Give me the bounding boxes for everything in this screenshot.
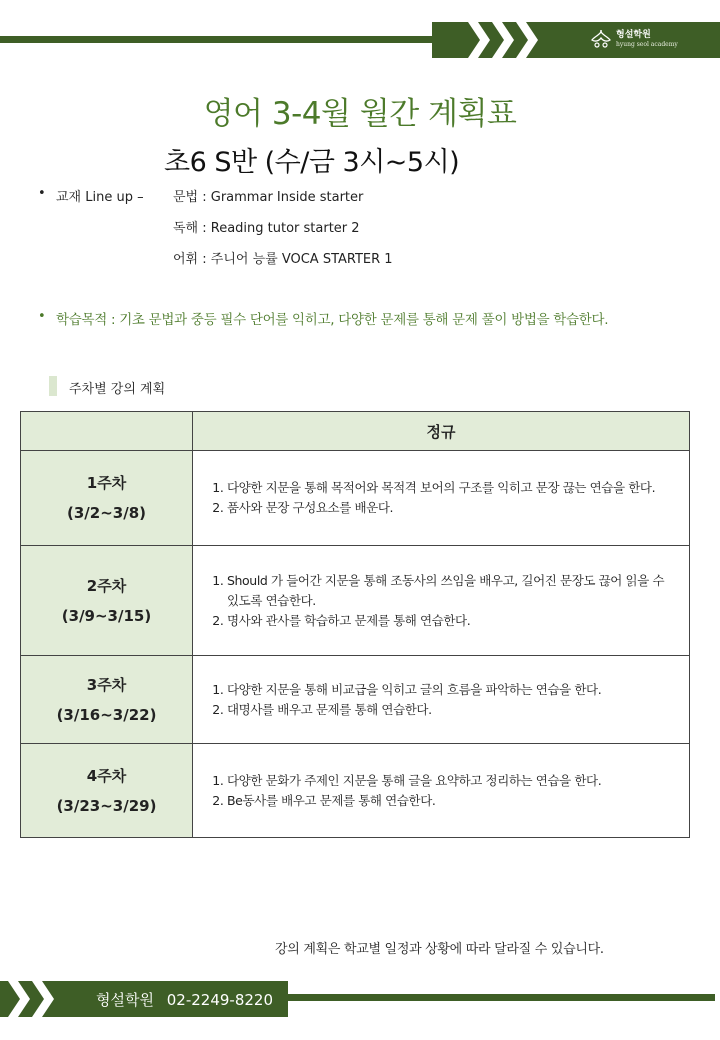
week-label: 4주차 — [86, 766, 127, 785]
chevron-right-icon — [492, 22, 514, 58]
table-header-empty — [21, 412, 193, 451]
lineup-label: 교재 Line up – — [56, 190, 144, 205]
week-dates: (3/16~3/22) — [56, 705, 157, 724]
chevron-right-icon — [8, 981, 30, 1017]
chevron-right-icon — [32, 981, 54, 1017]
plan-item: 1. 다양한 지문을 통해 목적어와 목적격 보어의 구조를 익히고 문장 끊는 연습을 한다. — [227, 478, 679, 498]
footer-contact — [96, 989, 273, 1010]
plan-cell — [193, 451, 690, 546]
chevron-right-icon — [468, 22, 490, 58]
plan-item: 2. 명사와 관사를 학습하고 문제를 통해 연습한다. — [227, 611, 679, 631]
footer-banner — [0, 981, 288, 1017]
week-cell — [21, 656, 193, 744]
logo-name: 형설학원 — [616, 30, 651, 40]
header-rule — [0, 36, 440, 43]
footer-rule — [280, 994, 715, 1001]
week-cell — [21, 546, 193, 656]
book-grammar: 문법 : Grammar Inside starter — [173, 190, 364, 205]
book-reading: 독해 : Reading tutor starter 2 — [173, 221, 360, 236]
logo-subtitle: hyung seol academy — [616, 41, 678, 48]
week-dates: (3/2~3/8) — [67, 504, 146, 522]
table-header-row — [21, 412, 690, 451]
weekly-plan-table — [20, 411, 690, 838]
week-label: 3주차 — [86, 675, 127, 694]
table-row — [21, 451, 690, 546]
academy-logo-icon — [590, 28, 612, 50]
week-dates: (3/23~3/29) — [56, 796, 157, 815]
table-row — [21, 744, 690, 838]
page-subtitle: 초6 S반 (수/금 3시~5시) — [164, 147, 460, 178]
plan-item: 2. Be동사를 배우고 문제를 통해 연습한다. — [227, 791, 679, 811]
plan-item: 1. 다양한 지문을 통해 비교급을 익히고 글의 흐름을 파악하는 연습을 한다. — [227, 680, 679, 700]
table-header-regular: 정규 — [193, 412, 690, 451]
header-banner — [432, 22, 720, 58]
book-vocab: 어휘 : 주니어 능률 VOCA STARTER 1 — [173, 252, 393, 267]
week-dates: (3/9~3/15) — [61, 606, 152, 625]
week-label: 2주차 — [86, 576, 127, 595]
chevron-right-icon — [516, 22, 538, 58]
week-cell — [21, 451, 193, 546]
section-marker — [49, 376, 57, 396]
footnote: 강의 계획은 학교별 일정과 상황에 따라 달라질 수 있습니다. — [275, 942, 604, 957]
footer-academy-name: 형설학원 — [96, 991, 154, 1009]
plan-item: 1. Should 가 들어간 지문을 통해 조동사의 쓰임을 배우고, 길어진 문장도 끊어 읽을 수 있도록 연습한다. — [227, 571, 679, 611]
plan-item: 2. 품사와 문장 구성요소를 배운다. — [227, 498, 679, 518]
plan-cell — [193, 656, 690, 744]
plan-item: 2. 대명사를 배우고 문제를 통해 연습한다. — [227, 700, 679, 720]
bullet: • — [38, 309, 46, 324]
learning-goal: 학습목적 : 기초 문법과 중등 필수 단어를 익히고, 다양한 문제를 통해 문제 풀이 방법을 학습한다. — [56, 312, 609, 328]
plan-cell — [193, 546, 690, 656]
week-label: 1주차 — [86, 474, 127, 492]
week-cell — [21, 744, 193, 838]
section-title: 주차별 강의 계획 — [69, 382, 166, 397]
table-row — [21, 656, 690, 744]
plan-item: 1. 다양한 문화가 주제인 지문을 통해 글을 요약하고 정리하는 연습을 한다. — [227, 771, 679, 791]
table-row — [21, 546, 690, 656]
page-title: 영어 3-4월 월간 계획표 — [203, 96, 517, 132]
bullet: • — [38, 186, 46, 201]
plan-cell — [193, 744, 690, 838]
footer-phone: 02-2249-8220 — [166, 991, 274, 1009]
